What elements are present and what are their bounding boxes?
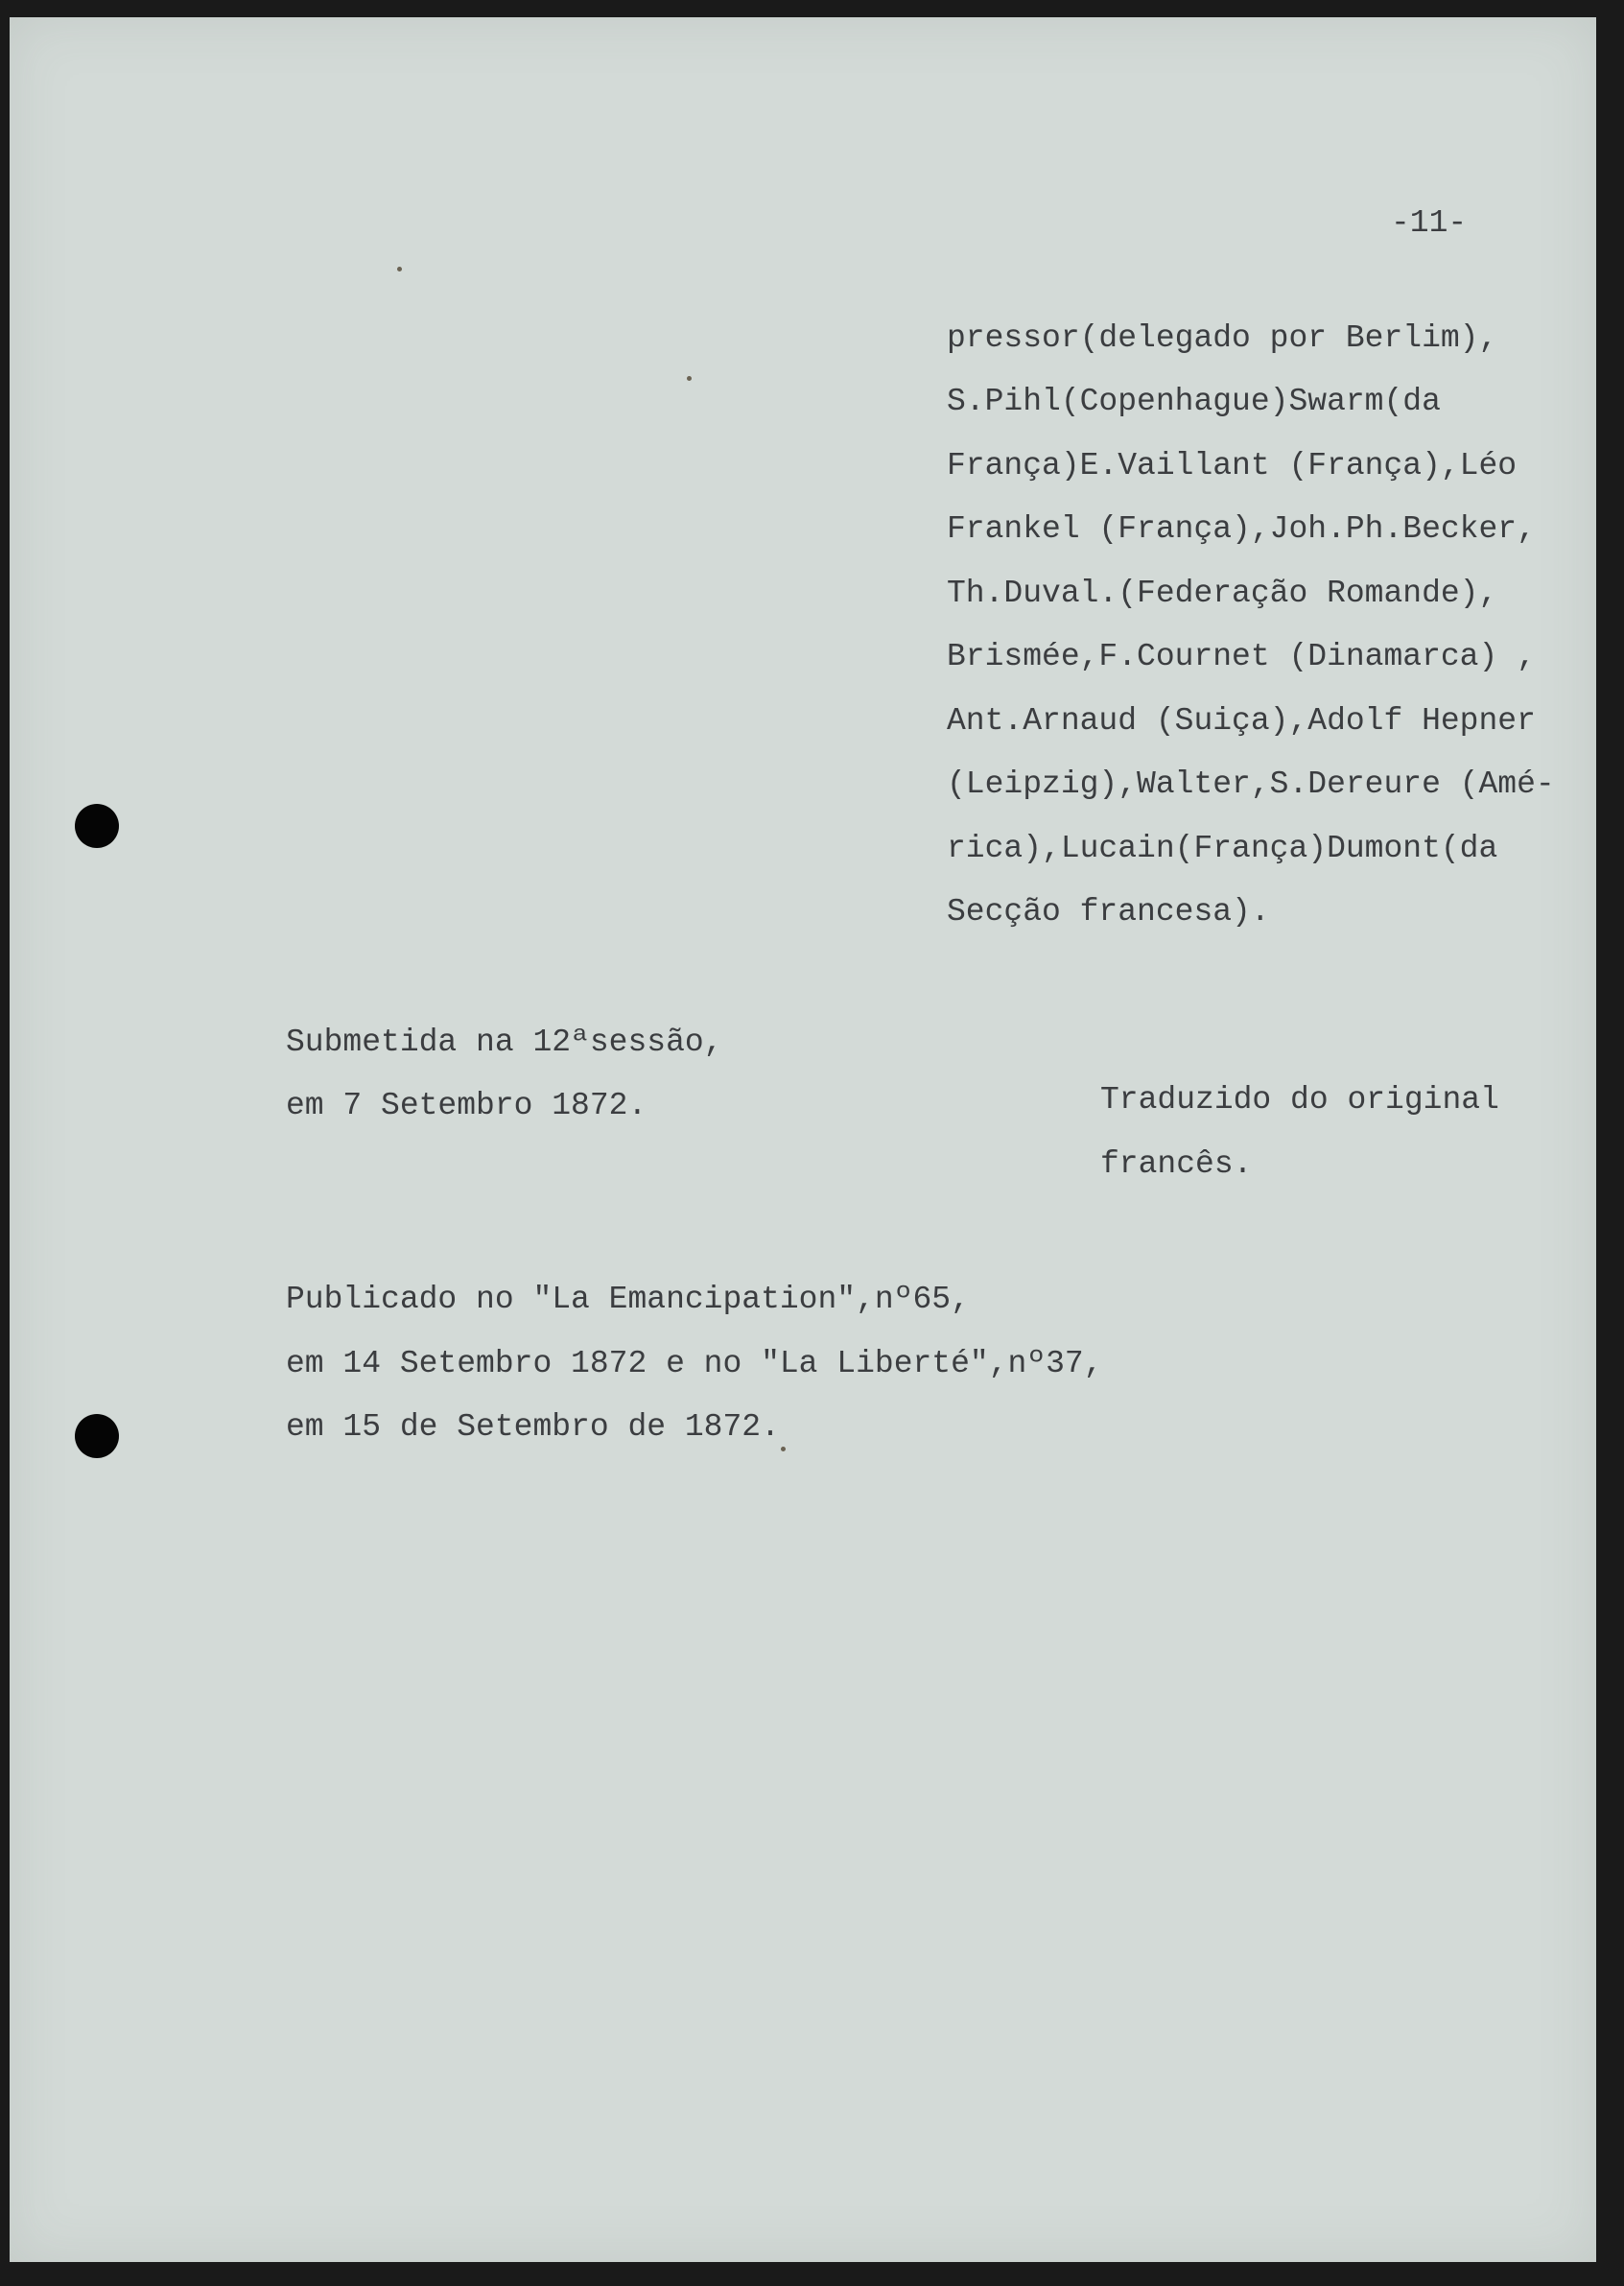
attendance-line: Ant.Arnaud (Suiça),Adolf Hepner [947,703,1536,739]
publication-line: em 15 de Setembro de 1872. [286,1409,780,1445]
attendance-line: Frankel (França),Joh.Ph.Becker, [947,511,1536,547]
document-page [10,17,1596,2262]
punch-hole-top [75,804,119,848]
punch-hole-bottom [75,1414,119,1458]
publication-line: Publicado no "La Emancipation",nº65, [286,1282,970,1317]
submission-date: em 7 Setembro 1872. [286,1088,647,1123]
attendance-line: rica),Lucain(França)Dumont(da [947,831,1498,866]
attendance-line: Th.Duval.(Federação Romande), [947,576,1498,611]
paper-speck [397,267,402,271]
attendance-line: (Leipzig),Walter,S.Dereure (Amé- [947,766,1555,802]
attendance-line: Brismée,F.Cournet (Dinamarca) , [947,639,1536,674]
attendance-line: Secção francesa). [947,894,1270,930]
attendance-line: S.Pihl(Copenhague)Swarm(da [947,384,1441,419]
page-number: -11- [1391,205,1468,241]
paper-speck [687,376,692,381]
submission-line: Submetida na 12ªsessão, [286,1025,723,1060]
paper-speck [781,1447,786,1451]
attendance-line: França)E.Vaillant (França),Léo [947,448,1518,483]
translation-note: Traduzido do original [1100,1082,1499,1118]
translation-note: francês. [1100,1146,1253,1182]
attendance-line: pressor(delegado por Berlim), [947,320,1498,356]
publication-line: em 14 Setembro 1872 e no "La Liberté",nº37, [286,1346,1103,1381]
